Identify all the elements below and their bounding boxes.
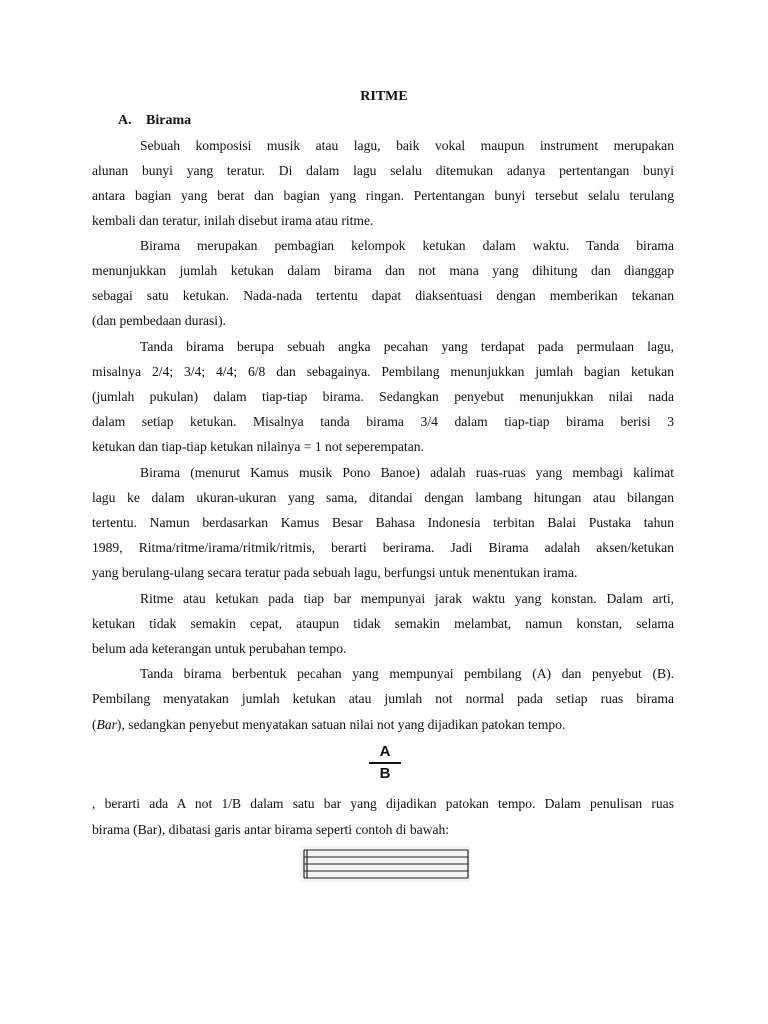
- paragraph-line: kembali dan teratur, inilah disebut irama atau ritme.: [92, 213, 374, 228]
- section-title: Birama: [146, 113, 192, 128]
- paragraph-line: Birama (menurut Kamus musik Pono Banoe) adalah ruas-ruas yang membagi kalimat: [140, 465, 674, 480]
- paragraph-line: [92, 716, 674, 734]
- paragraph-line: lagu ke dalam ukuran-ukuran yang sama, ditandai dengan lambang hitungan atau bilangan: [92, 490, 674, 505]
- fraction-bar: [369, 762, 401, 764]
- page-title: RITME: [360, 89, 408, 104]
- time-signature-fraction: [367, 743, 403, 783]
- paragraph-line: belum ada keterangan untuk perubahan tempo.: [92, 641, 347, 656]
- paragraph-line: Pembilang menyatakan jumlah ketukan atau jumlah not normal pada setiap ruas birama: [92, 691, 674, 706]
- paragraph-line: menunjukkan jumlah ketukan dalam birama dan not mana yang dihitung dan dianggap: [92, 263, 674, 278]
- paragraph-line: yang berulang-ulang secara teratur pada sebuah lagu, berfungsi untuk menentukan irama.: [92, 565, 578, 580]
- paragraph-line: alunan bunyi yang teratur. Di dalam lagu selalu ditemukan adanya pertentangan bunyi: [92, 163, 674, 178]
- fraction-numerator: A: [379, 743, 391, 760]
- text-run: (: [92, 717, 97, 732]
- music-staff-image: [300, 846, 470, 882]
- paragraph-line: Birama merupakan pembagian kelompok ketukan dalam waktu. Tanda birama: [140, 238, 674, 253]
- paragraph-line: (dan pembedaan durasi).: [92, 313, 226, 328]
- text-run: ), sedangkan penyebut menyatakan satuan nilai not yang dijadikan patokan tempo.: [116, 717, 566, 732]
- section-number: A.: [118, 113, 132, 128]
- paragraph-line: birama (Bar), dibatasi garis antar birama seperti contoh di bawah:: [92, 822, 450, 837]
- paragraph-line: Tanda birama berupa sebuah angka pecahan yang terdapat pada permulaan lagu,: [140, 339, 674, 354]
- paragraph-line: dalam setiap ketukan. Misalnya tanda birama 3/4 dalam tiap-tiap birama berisi 3: [92, 414, 674, 429]
- paragraph-line: ketukan tidak semakin cepat, ataupun tidak semakin melambat, namun konstan, selama: [92, 616, 674, 631]
- paragraph-line: 1989, Ritma/ritme/irama/ritmik/ritmis, berarti berirama. Jadi Birama adalah aksen/ketukan: [92, 540, 674, 555]
- paragraph-line: antara bagian yang berat dan bagian yang ringan. Pertentangan bunyi tersebut selalu terulang: [92, 188, 674, 203]
- paragraph-line: ketukan dan tiap-tiap ketukan nilainya = 1 not seperempatan.: [92, 439, 424, 454]
- paragraph-line: (jumlah pukulan) dalam tiap-tiap birama. Sedangkan penyebut menunjukkan nilai nada: [92, 389, 674, 404]
- paragraph-line: Tanda birama berbentuk pecahan yang mempunyai pembilang (A) dan penyebut (B).: [140, 666, 674, 681]
- paragraph-line: tertentu. Namun berdasarkan Kamus Besar Bahasa Indonesia terbitan Balai Pustaka tahun: [92, 515, 674, 530]
- paragraph-line: misalnya 2/4; 3/4; 4/4; 6/8 dan sebagainya. Pembilang menunjukkan jumlah bagian ketukan: [92, 364, 674, 379]
- paragraph-line: Ritme atau ketukan pada tiap bar mempunyai jarak waktu yang konstan. Dalam arti,: [140, 591, 674, 606]
- paragraph-line: sebagai satu ketukan. Nada-nada tertentu dapat diaksentuasi dengan memberikan tekanan: [92, 288, 674, 303]
- section-heading: [118, 112, 191, 130]
- paragraph-line: Sebuah komposisi musik atau lagu, baik vokal maupun instrument merupakan: [140, 138, 674, 153]
- fraction-denominator: B: [379, 765, 391, 782]
- paragraph-line: , berarti ada A not 1/B dalam satu bar yang dijadikan patokan tempo. Dalam penulisan ruas: [92, 796, 674, 811]
- italic-term: Bar: [96, 717, 117, 732]
